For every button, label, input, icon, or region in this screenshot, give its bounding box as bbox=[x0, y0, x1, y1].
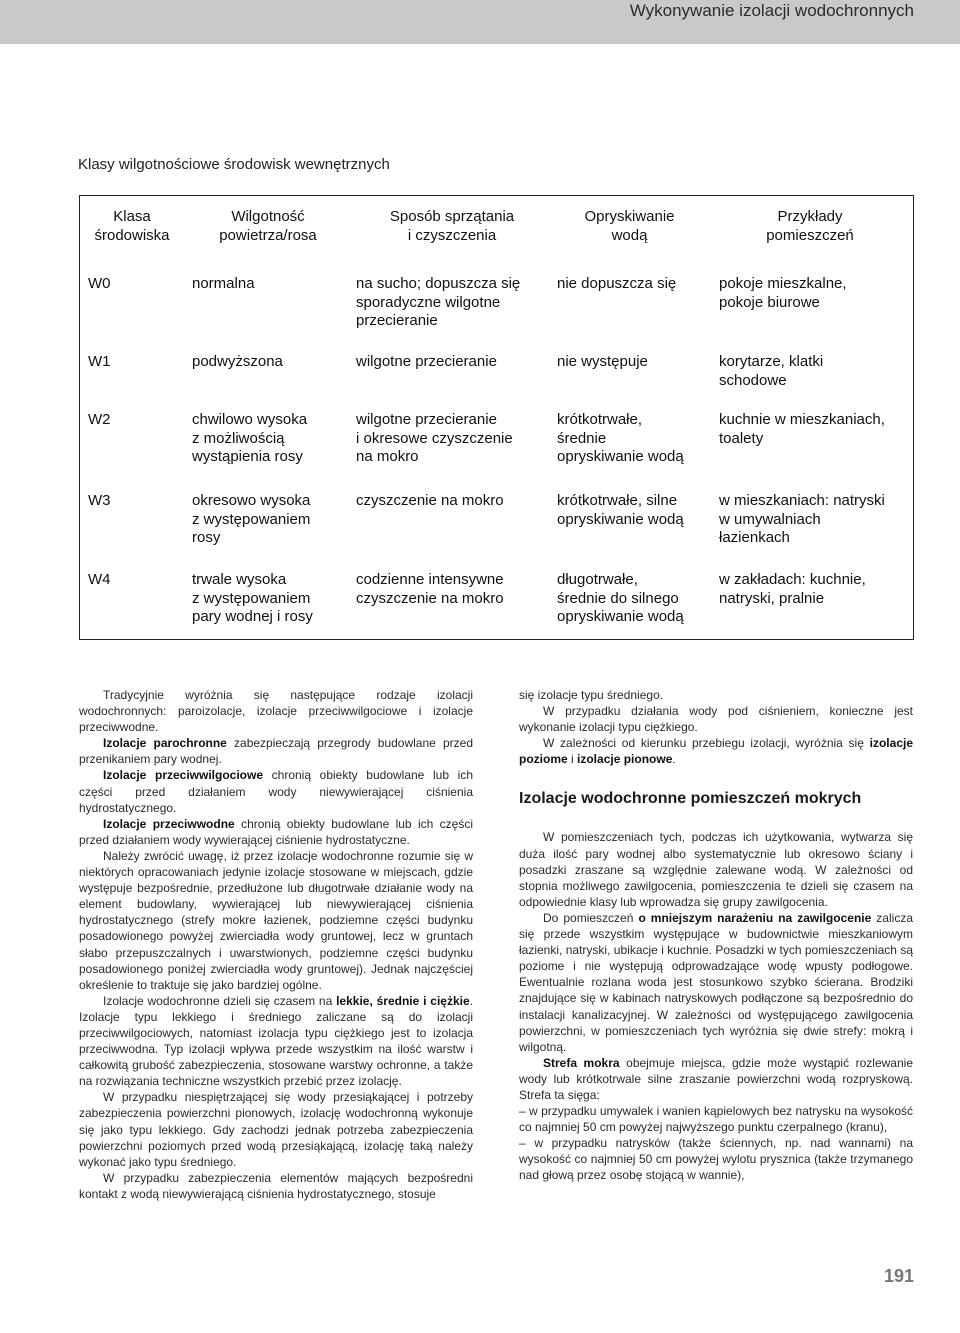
left-text-column bbox=[79, 687, 473, 1202]
table-cell: w zakładach: kuchnie, natryski, pralnie bbox=[719, 571, 866, 607]
table-cell: krótkotrwałe, średnie opryskiwanie wodą bbox=[557, 411, 684, 465]
paragraph: Strefa mokra obejmuje miejsca, gdzie może wystąpić rozlewanie wody lub krótkotrwale silne zraszanie powierzchni wodą rozpryskową. Strefa ta sięga: bbox=[519, 1055, 913, 1102]
term: Strefa mokra bbox=[543, 1055, 620, 1070]
table-cell: wilgotne przecieranie i okresowe czyszczenie na mokro bbox=[356, 411, 513, 465]
table-cell: nie dopuszcza się bbox=[557, 275, 677, 292]
header-bar bbox=[0, 0, 960, 44]
table-cell: kuchnie w mieszkaniach, toalety bbox=[719, 411, 885, 447]
section-heading: Izolacje wodochronne pomieszczeń mokrych bbox=[519, 790, 862, 808]
table-cell: W1 bbox=[88, 353, 111, 370]
table-header-cell: Klasa środowiska bbox=[94, 208, 170, 244]
list-item: – w przypadku natrysków (także ściennych, np. nad wannami) na wysokość co najmniej 50 cm powyżej wylotu prysznica (także trzymanego nad głową przez osobę stojącą w wannie), bbox=[519, 1136, 913, 1183]
term: Izolacje parochronne bbox=[103, 736, 227, 751]
page-number: 191 bbox=[883, 1266, 914, 1286]
paragraph: W zależności od kierunku przebiegu izolacji, wyróżnia się izolacje poziome i izolacje pionowe. bbox=[519, 736, 913, 767]
paragraph: Izolacje wodochronne dzieli się czasem na lekkie, średnie i ciężkie. Izolacje typu lekkiego i średniego zaliczane są do izolacji przeciwwilgociowych, natomiast izolacja typu ciężkiego jest to izolacja przeciwwodna. Typ izolacji wpływa przede wszystkim na ilość warstw i całkowitą grubość zabezpieczenia, stosowane warstwy ochronne, a także na rozwiązania techniczne wszystkich przebić przez izolację. bbox=[79, 993, 473, 1089]
table-caption: Klasy wilgotnościowe środowisk wewnętrznych bbox=[78, 156, 390, 173]
table-header-row bbox=[80, 208, 913, 253]
table-cell: trwale wysoka z występowaniem pary wodnej i rosy bbox=[192, 571, 313, 625]
table-cell: na sucho; dopuszcza się sporadyczne wilgotne przecieranie bbox=[356, 275, 521, 329]
table-cell: czyszczenie na mokro bbox=[356, 492, 504, 509]
table-cell: krótkotrwałe, silne opryskiwanie wodą bbox=[557, 492, 684, 528]
paragraph: Należy zwrócić uwagę, iż przez izolacje wodochronne rozumie się w niektórych opracowaniach jedynie izolacje stosowane w miejscach, gdzie występuje bezpośrednie, przedłużone lub długotrwałe działanie wody na element budowlany, wywierającej lub niewywierającej ciśnienia hydrostatycznego (strefy mokre łazienek, podziemne części budynku posadowionego powyżej zwierciadła wody gruntowej, lecz w gruntach słabo przepuszczalnych i uwarstwionych, podziemne części budynku posadowionego poniżej zwierciadła wody gruntowej). Jednak najczęściej określenie to traktuje się jako bardziej ogólne. bbox=[79, 848, 473, 992]
paragraph: Izolacje przeciwwilgociowe chronią obiekty budowlane lub ich części przed działaniem wody niewywierającej ciśnienia hydrostatycznego. bbox=[79, 768, 473, 815]
table-header-cell: Przykłady pomieszczeń bbox=[766, 208, 854, 244]
paragraph: W przypadku działania wody pod ciśnieniem, konieczne jest wykonanie izolacji typu ciężkiego. bbox=[519, 704, 913, 735]
table-header-cell: Sposób sprzątania i czyszczenia bbox=[389, 208, 515, 244]
term: Izolacje przeciwwodne bbox=[103, 816, 235, 831]
table-cell: długotrwałe, średnie do silnego opryskiwanie wodą bbox=[557, 571, 684, 625]
paragraph: Izolacje parochronne zabezpieczają przegrody budowlane przed przenikaniem pary wodnej. bbox=[79, 736, 474, 767]
table-cell: W3 bbox=[88, 492, 111, 509]
table-cell: W0 bbox=[88, 275, 111, 292]
paragraph: Izolacje przeciwwodne chronią obiekty budowlane lub ich części przed działaniem wody wywierającej ciśnienie hydrostatyczne. bbox=[79, 816, 474, 847]
table-cell: normalna bbox=[192, 275, 255, 292]
term: Izolacje przeciwwilgociowe bbox=[103, 768, 264, 783]
list-item: – w przypadku umywalek i wanien kąpielowych bez natrysku na wysokość co najmniej 50 cm powyżej najwyższego punktu czerpalnego (kranu), bbox=[519, 1104, 913, 1135]
table-cell: W2 bbox=[88, 411, 111, 428]
running-header-title: Wykonywanie izolacji wodochronnych bbox=[629, 1, 914, 20]
table-header-cell: Opryskiwanie wodą bbox=[584, 208, 675, 244]
table-header-cell: Wilgotność powietrza/rosa bbox=[219, 208, 317, 244]
table-cell: W4 bbox=[88, 571, 111, 588]
table-cell: chwilowo wysoka z możliwością wystąpienia rosy bbox=[192, 411, 308, 465]
table-cell: podwyższona bbox=[192, 353, 283, 370]
paragraph: W pomieszczeniach tych, podczas ich użytkowania, wytwarza się duża ilość pary wodnej albo systematycznie lub okresowo ściany i posadzki zraszane są względnie zalewane wodą. W zależności od stopnia możliwego zawilgocenia, pomieszczenia te dzieli się czasem na odpowiednie klasy lub wprowadza się grupy zawilgocenia. bbox=[519, 830, 913, 909]
table-cell: w mieszkaniach: natryski w umywalniach łazienkach bbox=[719, 492, 885, 546]
term: izolacje pionowe bbox=[577, 752, 673, 767]
paragraph: W przypadku zabezpieczenia elementów mających bezpośredni kontakt z wodą niewywierającą ciśnienia hydrostatycznego, stosuje bbox=[79, 1170, 473, 1201]
paragraph: Do pomieszczeń o mniejszym narażeniu na zawilgocenie zalicza się przede wszystkim występujące w budownictwie mieszkaniowym łazienki, natryski, ubikacje i kuchnie. Posadzki w tych pomieszczeniach są poziome i nie występują odprowadzające wodę wpusty podłogowe. Ewentualnie rozlana woda jest stosunkowo szybko ścierana. Brodziki znajdujące się w kabinach natryskowych podłączone są bezpośrednio do instalacji kanalizacyjnej. W zależności od występującego zawilgocenia powierzchni, w pomieszczeniach tych wyróżnia się dwie strefy: mokrą i wilgotną. bbox=[519, 910, 913, 1054]
paragraph: W przypadku niespiętrzającej się wody przesiąkającej i potrzeby zabezpieczenia powierzchni pionowych, izolację wodochronną wykonuje się jako typu lekkiego. Gdy zachodzi jednak potrzeba zabezpieczenia powierzchni poziomych przed wodą przesiąkającą, izolację taką należy wykonać jako typu średniego. bbox=[79, 1090, 473, 1169]
table-cell: okresowo wysoka z występowaniem rosy bbox=[192, 492, 311, 546]
humidity-class-table bbox=[79, 195, 914, 640]
term: lekkie, średnie i ciężkie bbox=[336, 993, 470, 1008]
table-cell: pokoje mieszkalne, pokoje biurowe bbox=[719, 275, 847, 311]
table-cell: nie występuje bbox=[557, 353, 648, 370]
paragraph: się izolacje typu średniego. bbox=[519, 688, 664, 702]
term: izolacje poziome bbox=[519, 736, 913, 767]
table-cell: wilgotne przecieranie bbox=[356, 353, 497, 370]
table-cell: korytarze, klatki schodowe bbox=[719, 353, 824, 389]
paragraph: Tradycyjnie wyróżnia się następujące rodzaje izolacji wodochronnych: paroizolacje, izolacje przeciwwilgociowe i izolacje przeciwwodne. bbox=[79, 688, 473, 735]
right-text-column bbox=[519, 687, 913, 1184]
table-cell: codzienne intensywne czyszczenie na mokro bbox=[356, 571, 504, 607]
term: o mniejszym narażeniu na zawilgocenie bbox=[638, 910, 872, 925]
